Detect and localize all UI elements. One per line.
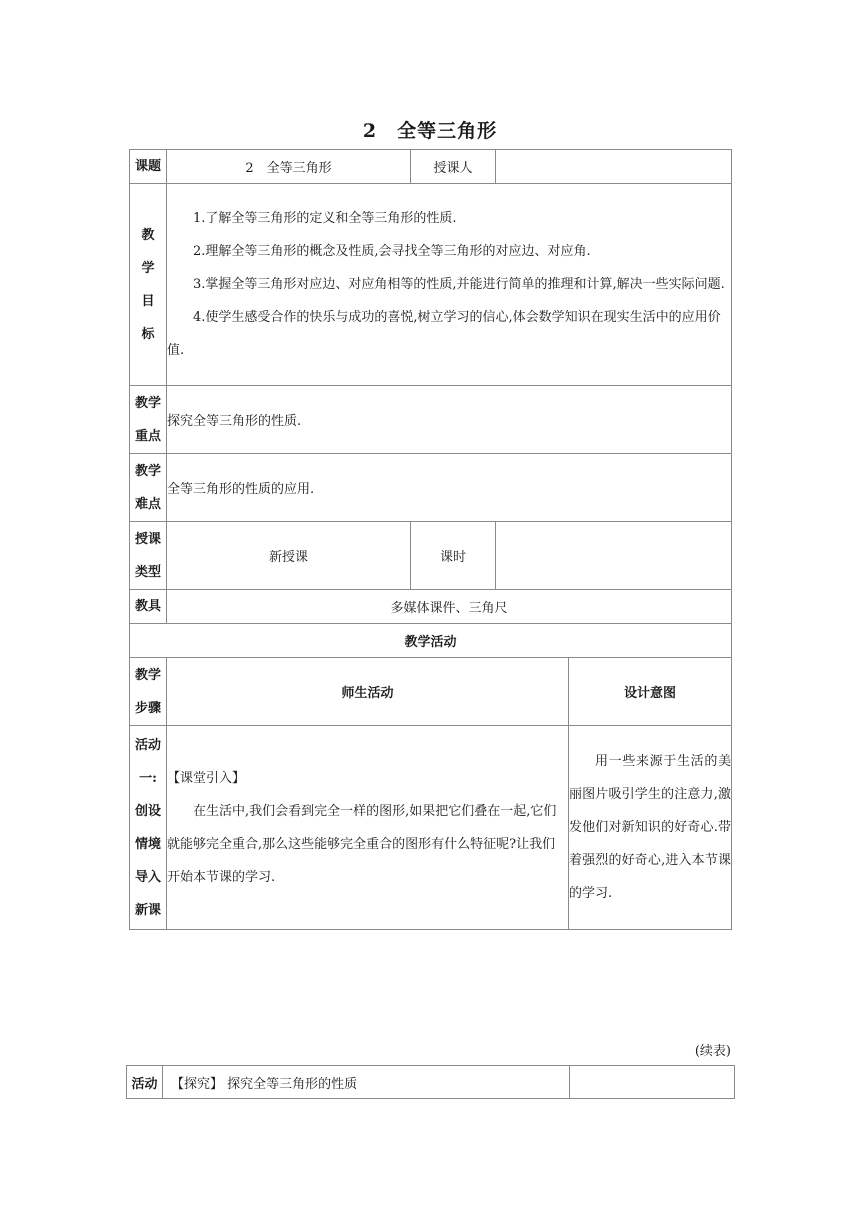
- activity1-label: [130, 726, 167, 930]
- key-point-label: [130, 386, 167, 454]
- continued-table: [126, 1065, 735, 1099]
- intro-text: 在生活中,我们会看到完全一样的图形,如果把它们叠在一起,它们就能够完全重合,那么这些能够完全重合的图形有什么特征呢?让我们开始本节课的学习.: [167, 803, 557, 885]
- topic-row: [130, 150, 732, 184]
- goals-label-char: 标: [141, 326, 155, 342]
- difficulty-label-line: 难点: [134, 496, 161, 512]
- type-row: [130, 522, 732, 590]
- hours-value: [496, 522, 732, 590]
- continued-note: (续表): [694, 1044, 731, 1059]
- difficulty-row: [130, 454, 732, 522]
- activity-header-row: [130, 624, 732, 658]
- type-label: [130, 522, 167, 590]
- goal-item: 2.理解全等三角形的概念及性质,会寻找全等三角形的对应边、对应角.: [193, 244, 591, 259]
- activity2-row: [127, 1066, 735, 1099]
- key-point-value: 探究全等三角形的性质.: [167, 386, 732, 454]
- key-point-row: [130, 386, 732, 454]
- difficulty-label: [130, 454, 167, 522]
- activity1-design: [569, 726, 732, 930]
- key-label-line: 教学: [134, 395, 161, 411]
- activity1-row: [130, 726, 732, 930]
- hours-label: 课时: [411, 522, 496, 590]
- tools-value: 多媒体课件、三角尺: [167, 590, 732, 624]
- topic-value: 2 全等三角形: [167, 150, 411, 184]
- goals-label-char: 教: [141, 227, 155, 243]
- activity2-content: 【探究】 探究全等三角形的性质: [163, 1066, 570, 1099]
- page-title: 2 全等三角形: [362, 120, 498, 142]
- goal-item: 1.了解全等三角形的定义和全等三角形的性质.: [193, 211, 457, 226]
- key-label-line: 重点: [134, 428, 161, 444]
- tools-label: 教具: [130, 590, 167, 624]
- activity-header: 教学活动: [130, 624, 732, 658]
- difficulty-value: 全等三角形的性质的应用.: [167, 454, 732, 522]
- intro-heading: 【课堂引入】: [167, 770, 246, 786]
- teacher-label: 授课人: [411, 150, 496, 184]
- activity1-content: [167, 726, 569, 930]
- goal-item: 3.掌握全等三角形对应边、对应角相等的性质,并能进行简单的推理和计算,解决一些实际问题.: [193, 277, 725, 292]
- goals-label-char: 学: [141, 260, 155, 276]
- steps-label-line: 步骤: [134, 700, 161, 716]
- activity1-label-line: 新课: [134, 902, 161, 918]
- topic-label: 课题: [130, 150, 167, 184]
- activity1-label-line: 导入: [134, 869, 161, 885]
- tools-row: [130, 590, 732, 624]
- goals-label-char: 目: [141, 293, 155, 309]
- activity1-label-line: 活动: [134, 737, 161, 753]
- activity1-label-line: 一:: [139, 770, 157, 786]
- lesson-plan-table: [129, 149, 732, 930]
- teacher-value: [496, 150, 732, 184]
- goals-row: [130, 184, 732, 386]
- activity1-label-line: 创设: [134, 803, 161, 819]
- design-header: 设计意图: [569, 658, 732, 726]
- steps-label: [130, 658, 167, 726]
- type-label-line: 类型: [134, 564, 161, 580]
- type-value: 新授课: [167, 522, 411, 590]
- goals-content: [167, 184, 732, 386]
- steps-label-line: 教学: [134, 667, 161, 683]
- activity2-label: 活动: [127, 1066, 163, 1099]
- design-text: 用一些来源于生活的美丽图片吸引学生的注意力,激发他们对新知识的好奇心.带着强烈的好奇心,进入本节课的学习.: [569, 754, 731, 901]
- activity2-design: [570, 1066, 735, 1099]
- type-label-line: 授课: [134, 531, 161, 547]
- difficulty-label-line: 教学: [134, 463, 161, 479]
- steps-header-row: [130, 658, 732, 726]
- activity1-label-line: 情境: [134, 836, 161, 852]
- goal-item: 4.使学生感受合作的快乐与成功的喜悦,树立学习的信心,体会数学知识在现实生活中的应用价值.: [167, 310, 721, 358]
- teacher-student-header: 师生活动: [167, 658, 569, 726]
- goals-label: [130, 184, 167, 386]
